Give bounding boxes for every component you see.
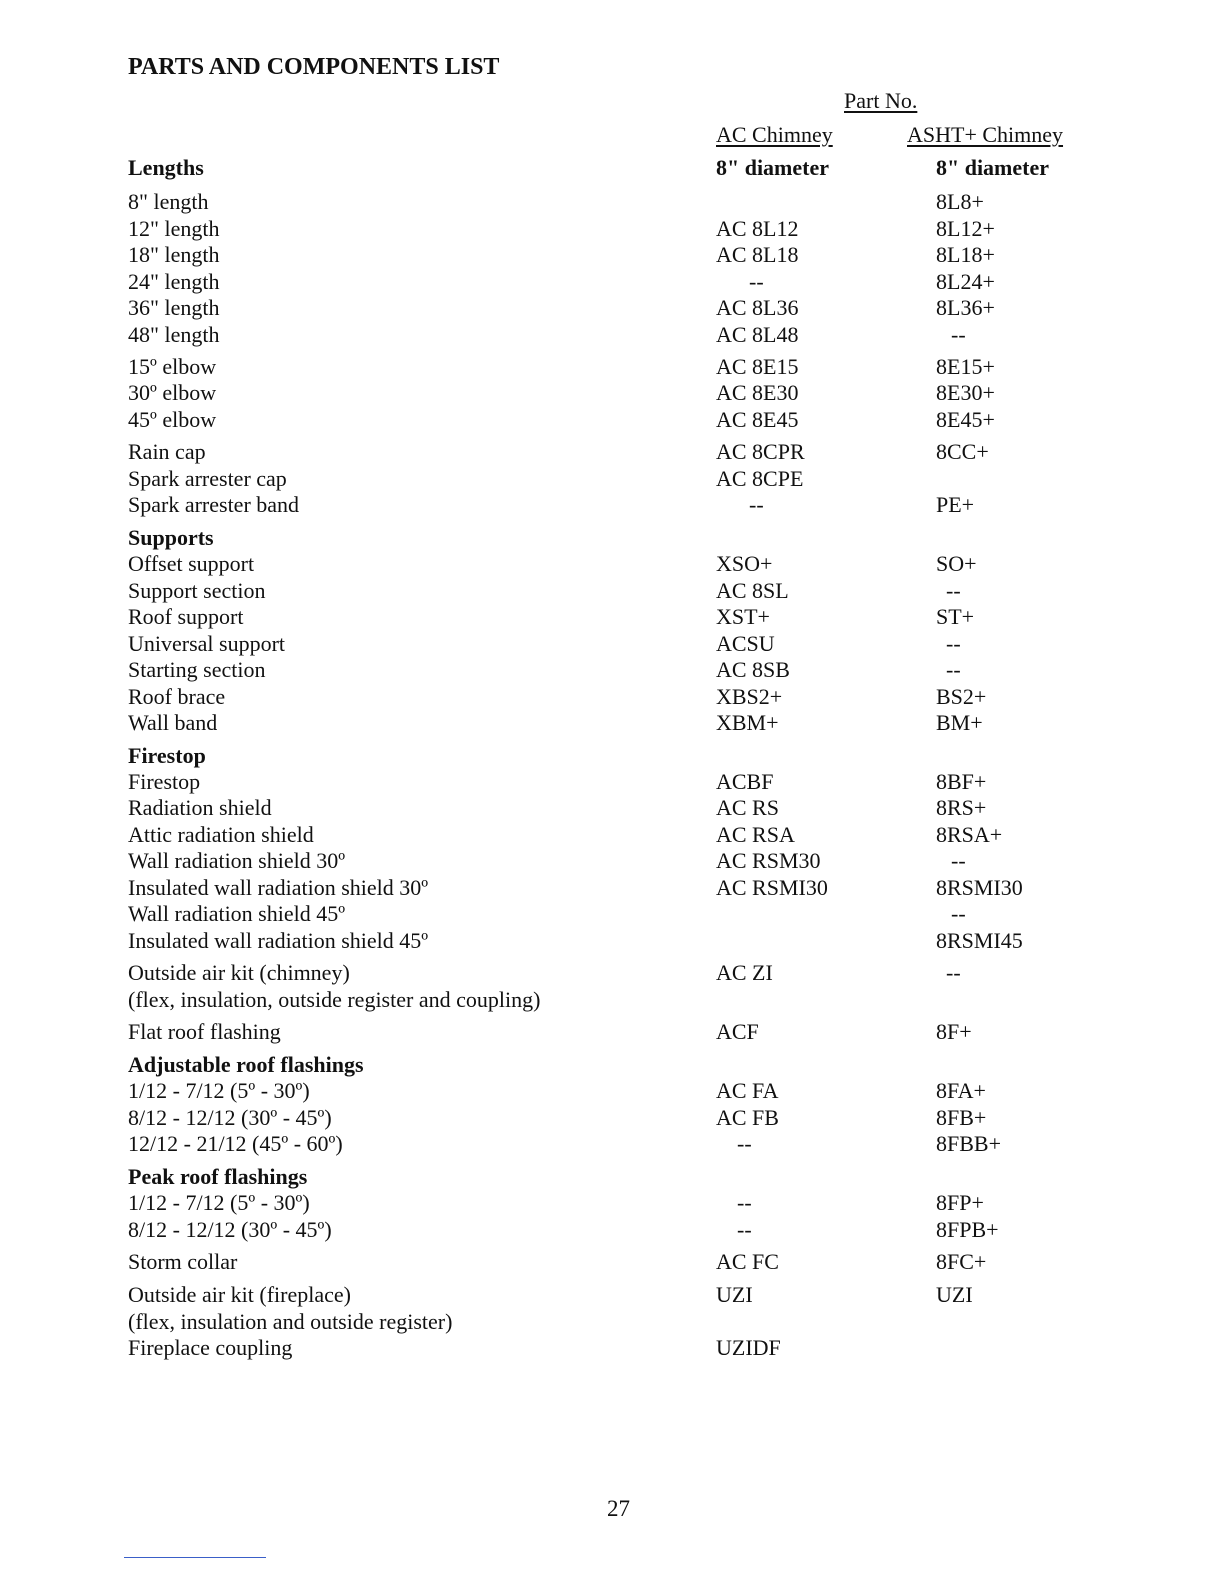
ac-part-number: ACBF [716,769,774,794]
part-label: Fireplace coupling [128,1335,293,1360]
part-label: Spark arrester cap [128,466,287,491]
part-label: Radiation shield [128,795,272,820]
ac-part-number: AC 8E45 [716,407,799,432]
ac-part-number: XSO+ [716,551,773,576]
asht-part-number: BM+ [936,710,983,735]
part-label: Support section [128,578,266,603]
asht-part-number: 8E30+ [936,380,995,405]
ac-part-number: AC 8L36 [716,295,799,320]
part-label: (flex, insulation, outside register and coupling) [128,987,541,1012]
part-label: Roof brace [128,684,226,709]
part-label: Starting section [128,657,266,682]
part-label: 18" length [128,242,220,267]
asht-part-number: SO+ [936,551,977,576]
asht-part-number: 8L12+ [936,216,995,241]
asht-part-number: -- [946,578,961,603]
part-label: Rain cap [128,439,206,464]
ac-part-number: AC ZI [716,960,773,985]
asht-part-number: 8BF+ [936,769,987,794]
asht-part-number: 8CC+ [936,439,989,464]
part-label: Wall radiation shield 30º [128,848,346,873]
asht-part-number: 8L36+ [936,295,995,320]
part-label: Firestop [128,769,201,794]
asht-part-number: 8L24+ [936,269,995,294]
asht-part-number: 8FA+ [936,1078,986,1103]
asht-part-number: 8RSMI30 [936,875,1023,900]
part-label: Wall band [128,710,218,735]
asht-part-number: -- [951,848,966,873]
asht-part-number: 8L8+ [936,189,984,214]
column-subheader-asht-diameter: 8" diameter [936,155,1050,180]
ac-part-number: AC 8CPR [716,439,805,464]
part-label: Insulated wall radiation shield 30º [128,875,429,900]
part-label: 36" length [128,295,220,320]
ac-part-number: -- [749,269,764,294]
part-label: 1/12 - 7/12 (5º - 30º) [128,1078,310,1103]
ac-part-number: AC 8CPE [716,466,804,491]
part-label: 8" length [128,189,209,214]
asht-part-number: ST+ [936,604,975,629]
part-label: 12/12 - 21/12 (45º - 60º) [128,1131,343,1156]
asht-part-number: 8L18+ [936,242,995,267]
part-label: 30º elbow [128,380,217,405]
ac-part-number: AC 8SB [716,657,790,682]
part-label: 8/12 - 12/12 (30º - 45º) [128,1217,332,1242]
asht-part-number: 8RS+ [936,795,987,820]
asht-part-number: PE+ [936,492,975,517]
part-label: 8/12 - 12/12 (30º - 45º) [128,1105,332,1130]
ac-part-number: AC 8L18 [716,242,799,267]
part-label: 45º elbow [128,407,217,432]
section-heading-lengths: Lengths [128,155,204,180]
ac-part-number: AC RSMI30 [716,875,828,900]
column-header-ac-chimney: AC Chimney [716,122,833,147]
ac-part-number: AC 8L48 [716,322,799,347]
part-label: 24" length [128,269,220,294]
ac-part-number: XBM+ [716,710,779,735]
asht-part-number: 8FB+ [936,1105,987,1130]
part-label: Attic radiation shield [128,822,314,847]
ac-part-number: AC FA [716,1078,779,1103]
asht-part-number: BS2+ [936,684,987,709]
asht-part-number: -- [946,960,961,985]
page-number: 27 [607,1496,630,1521]
section-heading-supports: Supports [128,525,214,550]
part-label: Outside air kit (chimney) [128,960,350,985]
asht-part-number: 8RSA+ [936,822,1003,847]
ac-part-number: -- [737,1217,752,1242]
asht-part-number: 8FPB+ [936,1217,999,1242]
asht-part-number: 8FP+ [936,1190,984,1215]
part-label: Spark arrester band [128,492,300,517]
asht-part-number: -- [951,322,966,347]
part-label: Roof support [128,604,244,629]
asht-part-number: 8F+ [936,1019,972,1044]
section-heading-firestop: Firestop [128,743,206,768]
part-label: Outside air kit (fireplace) [128,1282,351,1307]
ac-part-number: AC 8E30 [716,380,799,405]
part-label: 48" length [128,322,220,347]
part-label: Storm collar [128,1249,238,1274]
part-label: Wall radiation shield 45º [128,901,346,926]
ac-part-number: ACSU [716,631,775,656]
asht-part-number: 8E45+ [936,407,995,432]
part-label: Universal support [128,631,286,656]
ac-part-number: AC RS [716,795,779,820]
column-header-asht-chimney: ASHT+ Chimney [907,122,1064,147]
ac-part-number: AC FB [716,1105,779,1130]
asht-part-number: 8E15+ [936,354,995,379]
asht-part-number: 8FBB+ [936,1131,1001,1156]
asht-part-number: UZI [936,1282,973,1307]
section-heading-adjustable-roof-flashings: Adjustable roof flashings [128,1052,364,1077]
part-label: (flex, insulation and outside register) [128,1309,453,1334]
ac-part-number: AC 8SL [716,578,789,603]
ac-part-number: ACF [716,1019,759,1044]
asht-part-number: -- [951,901,966,926]
asht-part-number: 8RSMI45 [936,928,1023,953]
part-no-heading: Part No. [844,88,918,113]
part-label: Offset support [128,551,255,576]
asht-part-number: -- [946,657,961,682]
ac-part-number: AC 8E15 [716,354,799,379]
part-label: 1/12 - 7/12 (5º - 30º) [128,1190,310,1215]
ac-part-number: AC FC [716,1249,779,1274]
part-label: Insulated wall radiation shield 45º [128,928,429,953]
ac-part-number: -- [749,492,764,517]
ac-part-number: XBS2+ [716,684,783,709]
ac-part-number: -- [737,1190,752,1215]
ac-part-number: AC RSM30 [716,848,821,873]
ac-part-number: -- [737,1131,752,1156]
page-title: PARTS AND COMPONENTS LIST [128,54,500,80]
ac-part-number: UZI [716,1282,753,1307]
ac-part-number: AC 8L12 [716,216,799,241]
section-heading-peak-roof-flashings: Peak roof flashings [128,1164,308,1189]
part-label: 12" length [128,216,220,241]
column-subheader-ac-diameter: 8" diameter [716,155,830,180]
asht-part-number: -- [946,631,961,656]
ac-part-number: UZIDF [716,1335,781,1360]
part-label: 15º elbow [128,354,217,379]
ac-part-number: XST+ [716,604,770,629]
footer-rule [124,1557,266,1558]
asht-part-number: 8FC+ [936,1249,987,1274]
part-label: Flat roof flashing [128,1019,281,1044]
ac-part-number: AC RSA [716,822,795,847]
